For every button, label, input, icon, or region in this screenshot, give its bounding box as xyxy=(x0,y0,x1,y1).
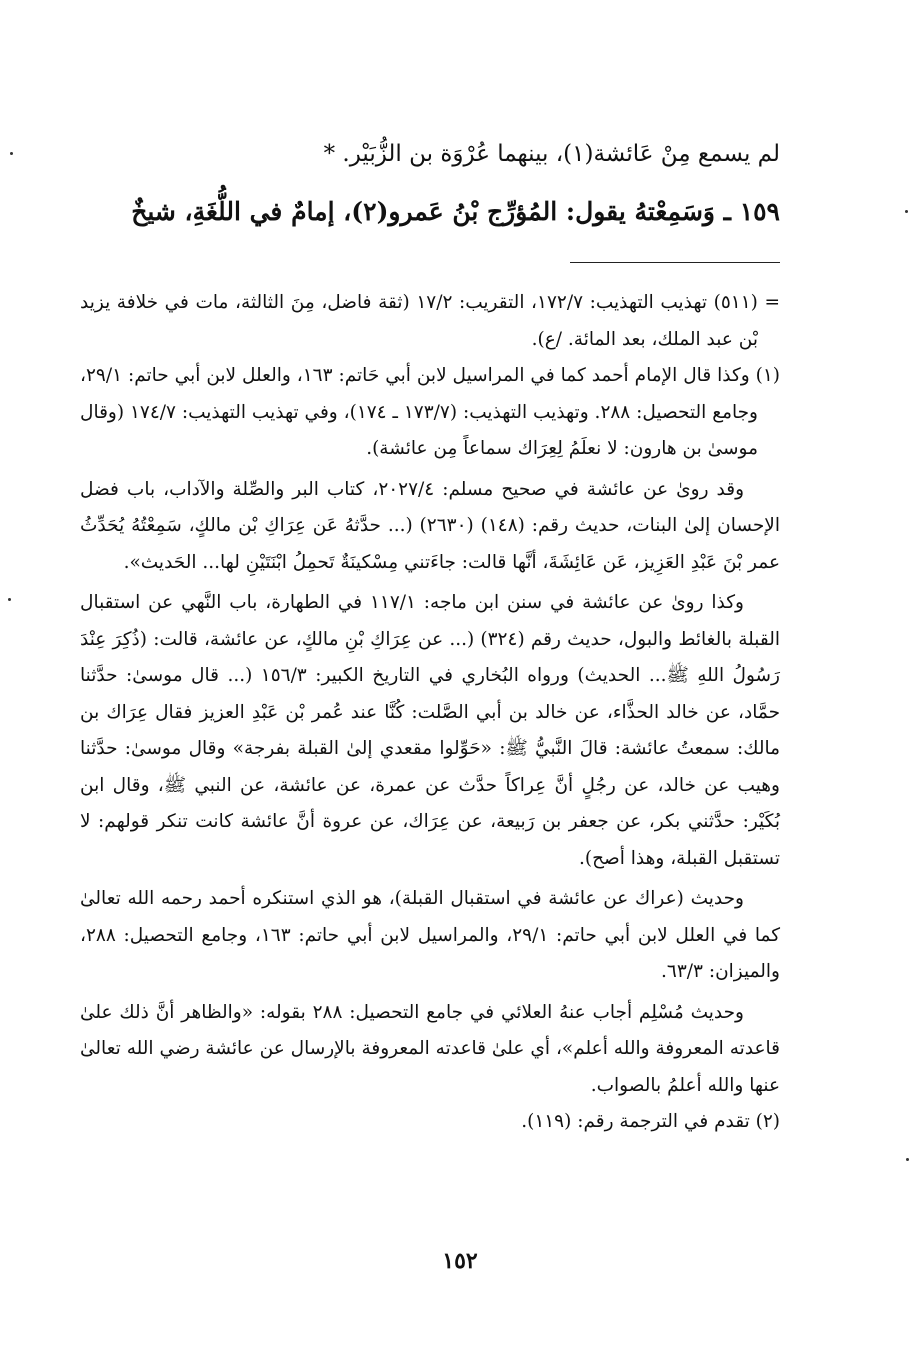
footnotes xyxy=(80,285,780,1141)
main-text-line-2: ١٥٩ ـ وَسَمِعْتهُ يقول: المُؤرِّج بْنُ عَمرو(٢)، إمامٌ في اللُّغَةِ، شيخٌ xyxy=(131,197,780,226)
footnote-2: (٢) تقدم في الترجمة رقم: (١١٩). xyxy=(521,1111,780,1132)
footnote-divider xyxy=(570,262,780,263)
footnote-1-paragraph-muslim: وقد روىٰ عن عائشة في صحيح مسلم: ٢٠٢٧/٤، كتاب البر والصِّلة والآداب، باب فضل الإحسان إلىٰ البنات، حديث رقم: (١٤٨) (٢٦٣٠) (... حدَّثهُ عَن عِرَاكِ بْن مالكٍ، سَمِعْتُهُ يُحَدِّثُ عمر بْنَ عَبْدِ العَزِيز، عَن عَائِشَةَ، أنَّها قالت: جاءَتني مِسْكينَةٌ تَحمِلُ ابْنَتَيْنِ لها... الحَديث». xyxy=(80,478,780,573)
footnote-1-paragraph-alai: وحديث مُسْلِم أجاب عنهُ العلائي في جامع التحصيل: ٢٨٨ بقوله: «والظاهر أنَّ ذلك علىٰ قاعدته المعروفة والله أعلم»، أي علىٰ قاعدته المعروفة بالإرسال عن عائشة رضي الله تعالىٰ عنها والله أعلمُ بالصواب. xyxy=(80,1001,780,1096)
scan-edge-mark xyxy=(8,598,11,601)
footnote-continuation: = (٥١١) تهذيب التهذيب: ١٧٢/٧، التقريب: ١٧/٢ (ثقة فاضل، مِنَ الثالثة، مات في خلافة يزيد بْن عبد الملك، بعد المائة. /ع). xyxy=(80,292,780,350)
footnote-1-paragraph-ibn-majah: وكذا روىٰ عن عائشة في سنن ابن ماجه: ١١٧/١ في الطهارة، باب النَّهي عن استقبال القبلة بالغائط والبول، حديث رقم (٣٢٤) (... عن عِرَاكِ بْنِ مالكٍ، عن عائشة، قالت: (ذُكِرَ عِنْدَ رَسُولُ اللهِ ﷺ... الحديث) ورواه البُخاري في التاريخ الكبير: ١٥٦/٣ (... قال موسىٰ: حدَّثنا حمَّاد، عن خالد الحذَّاء، عن خالد بن أبي الصَّلت: كُنَّا عند عُمر بْن عَبْدِ العزيز فقال عِرَاك بن مالك: سمعتُ عائشة: قالَ النَّبيُّ ﷺ: «حَوِّلوا مقعدي إلىٰ القبلة بفرجة» وقال موسىٰ: حدَّثنا وهيب عن خالد، عن رجُلٍ أنَّ عِراكاً حدَّث عن عمرة، عن عائشة، عن النبي ﷺ، وقال ابن بُكَيْر: حدَّثني بكر، عن جعفر بن رَبيعة، عن عِرَاك، عن عروة أنَّ عائشة كانت تنكر قولهم: لا تستقبل القبلة، وهذا أصح). xyxy=(80,592,780,869)
page-number: ١٥٢ xyxy=(442,1248,478,1274)
footnote-1-paragraph-qibla: وحديث (عراك عن عائشة في استقبال القبلة)، هو الذي استنكره أحمد رحمه الله تعالىٰ كما في العلل لابن أبي حاتم: ٢٩/١، والمراسيل لابن أبي حاتم: ١٦٣، وجامع التحصيل: ٢٨٨، والميزان: ٦٣/٣. xyxy=(80,888,781,982)
footnote-1: (١) وكذا قال الإمام أحمد كما في المراسيل لابن أبي حَاتم: ١٦٣، والعلل لابن أبي حاتم: ٢٩/١، وجامع التحصيل: ٢٨٨. وتهذيب التهذيب: (١٧٣/٧ ـ ١٧٤)، وفي تهذيب التهذيب: ١٧٤/٧ (وقال موسىٰ بن هارون: لا نعلَمُ لِعِرَاك سماعاً مِن عائشة). xyxy=(80,365,781,459)
scan-edge-mark xyxy=(905,210,908,213)
main-text-line-1: لم يسمع مِنْ عَائشة(١)، بينهما عُرْوَة بن الزُّبَيْر. * xyxy=(323,141,780,167)
scan-edge-mark xyxy=(906,1158,909,1161)
scan-edge-mark xyxy=(10,152,13,155)
main-text xyxy=(85,130,780,240)
